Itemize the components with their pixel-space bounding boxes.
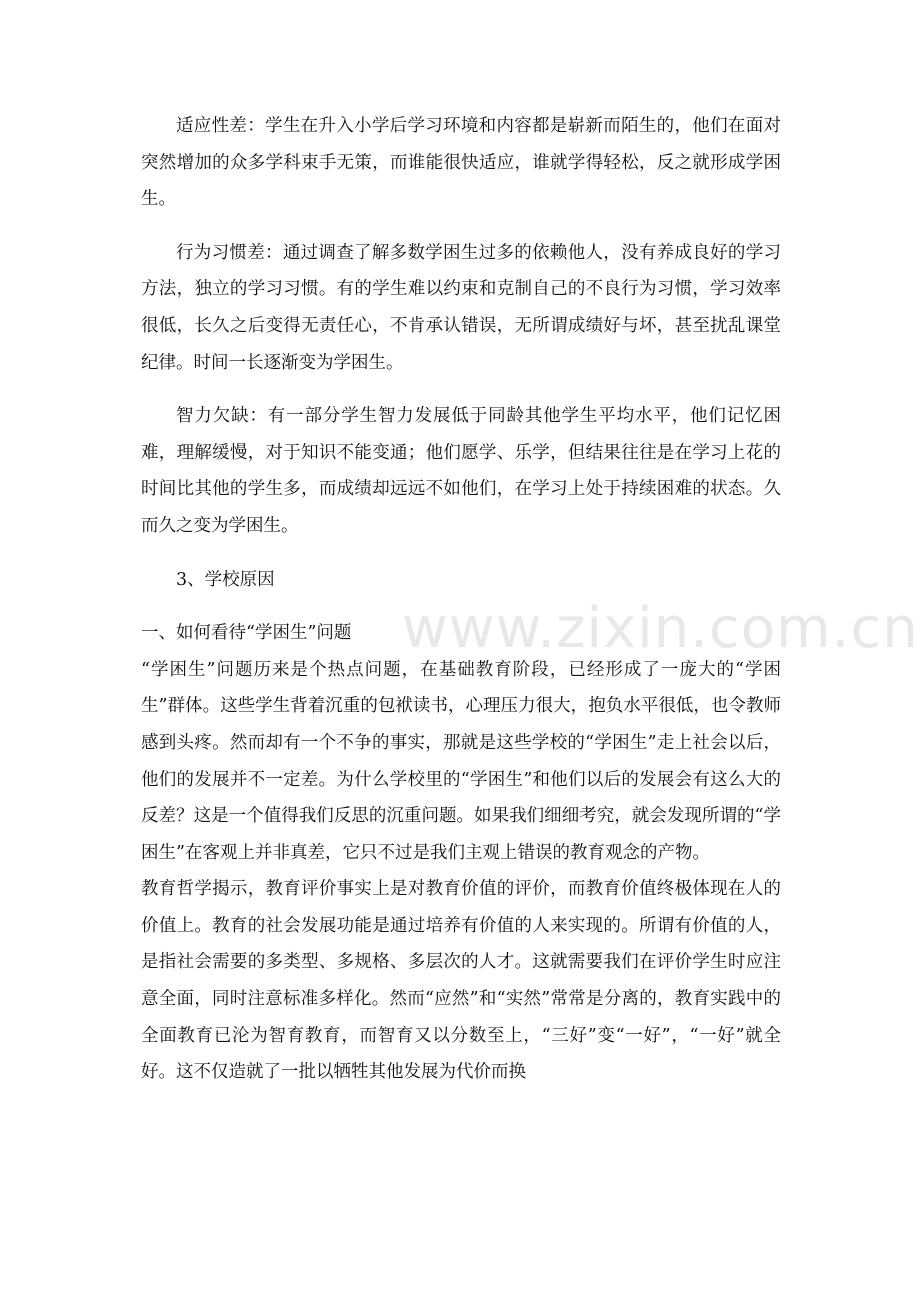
section-1-heading: 一、如何看待“学困生”问题 <box>141 623 352 644</box>
document-content <box>141 108 781 1091</box>
body-paragraph-2: 教育哲学揭示，教育评价事实上是对教育价值的评价，而教育价值终极体现在人的价值上。教育的社会发展功能是通过培养有价值的人来实现的。所谓有价值的人，是指社会需要的多类型、多规格、多层次的人才。这就需要我们在评价学生时应注意全面，同时注意标准多样化。然而“应然”和“实然”常常是分离的，教育实践中的全面教育已沦为智育教育，而智育又以分数至上，“三好”变“一好”，“一好”就全好。这不仅造就了一批以牺牲其他发展为代价而换 <box>141 879 781 1083</box>
paragraph-intelligence: 智力欠缺：有一部分学生智力发展低于同龄其他学生平均水平，他们记忆困难，理解缓慢，对于知识不能变通；他们愿学、乐学，但结果往往是在学习上花的时间比其他的学生多，而成绩却远远不如他们，在学习上处于持续困难的状态。久而久之变为学困生。 <box>141 406 781 536</box>
watermark-text: www.zixin.com.cn <box>402 596 919 661</box>
section-3-heading: 3、学校原因 <box>176 569 275 590</box>
paragraph-habits: 行为习惯差：通过调查了解多数学困生过多的依赖他人，没有养成良好的学习方法，独立的学习习惯。有的学生难以约束和克制自己的不良行为习惯，学习效率很低，长久之后变得无责任心，不肯承认错误，无所谓成绩好与坏，甚至扰乱课堂纪律。时间一长逐渐变为学困生。 <box>141 242 781 373</box>
body-paragraph-1: “学困生”问题历来是个热点问题，在基础教育阶段，已经形成了一庞大的“学困生”群体。这些学生背着沉重的包袱读书，心理压力很大，抱负水平很低，也令教师感到头疼。然而却有一个不争的事实，那就是这些学校的“学困生”走上社会以后，他们的发展并不一定差。为什么学校里的“学困生”和他们以后的发展会有这么大的反差？这是一个值得我们反思的沉重问题。如果我们细细考究，就会发现所谓的“学困生”在客观上并非真差，它只不过是我们主观上错误的教育观念的产物。 <box>141 659 781 863</box>
paragraph-adaptability: 适应性差：学生在升入小学后学习环境和内容都是崭新而陌生的，他们在面对突然增加的众多学科束手无策，而谁能很快适应，谁就学得轻松，反之就形成学困生。 <box>141 116 781 210</box>
